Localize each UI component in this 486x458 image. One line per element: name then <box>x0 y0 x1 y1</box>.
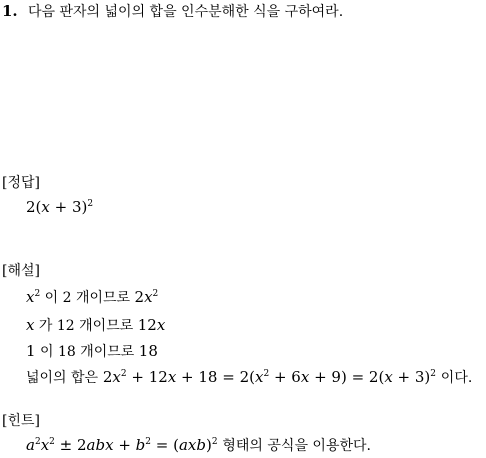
answer-expression: $2(x + 3)^2$ <box>26 198 94 216</box>
sum-prefix: 넓이의 합은 <box>26 370 99 386</box>
sum-suffix: 이다. <box>440 370 473 386</box>
explanation-line-2: x 가 12 개이므로 12x <box>26 316 166 334</box>
question-text: 다음 판자의 넓이의 합을 인수분해한 식을 구하여라. <box>28 4 344 20</box>
explanation-line-3: 1 이 18 개이므로 18 <box>26 342 158 360</box>
explanation-sum-line <box>26 370 472 385</box>
hint-label: [힌트] <box>2 413 40 429</box>
sum-expression: $2x^2 + 12x + 18 = 2(x^2 + 6x + 9) = 2(x + 3)^2$ <box>102 368 437 386</box>
question-number: 1. <box>2 2 18 20</box>
explanation-line-1: $x^2$ 이 2 개이므로 $2x^2$ <box>26 288 159 306</box>
hint-expression: $a^2x^2 \pm 2abx + b^2 = (axb)^2$ <box>26 436 218 454</box>
answer-label: [정답] <box>2 175 40 191</box>
hint-line <box>26 438 371 453</box>
hint-suffix: 형태의 공식을 이용한다. <box>222 438 371 454</box>
explanation-label: [해설] <box>2 263 40 279</box>
